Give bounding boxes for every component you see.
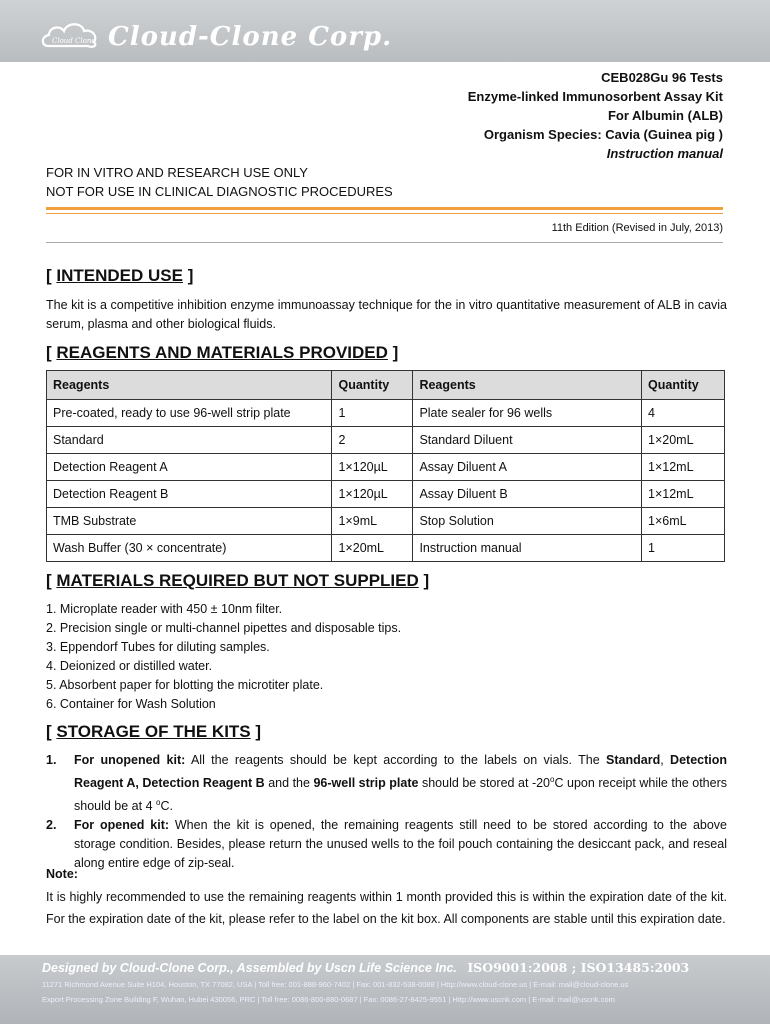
column-header: Reagents bbox=[47, 371, 332, 400]
table-cell: 1 bbox=[642, 535, 725, 562]
note-label: Note: bbox=[46, 867, 78, 881]
table-cell: 1×12mL bbox=[642, 454, 725, 481]
use-notice bbox=[46, 163, 393, 201]
table-row bbox=[47, 508, 725, 535]
footer-address-us: 11271 Richmond Avenue Suite H104, Houston, TX 77082, USA | Toll free: 001-888-960-7402 | Fax: 001-832-538-0088 | Http://www.cloud-clone.us | E-mail: mail@cloud-clone.us bbox=[42, 980, 629, 989]
materials-list bbox=[46, 600, 401, 714]
table-row bbox=[47, 535, 725, 562]
table-cell: Instruction manual bbox=[413, 535, 642, 562]
table-cell: 1×120µL bbox=[332, 481, 413, 508]
materials-heading: [ MATERIALS REQUIRED BUT NOT SUPPLIED ] bbox=[46, 571, 430, 590]
table-cell: 1 bbox=[332, 400, 413, 427]
kit-info bbox=[468, 68, 723, 163]
table-row bbox=[47, 427, 725, 454]
table-row bbox=[47, 481, 725, 508]
logo-small-text: Cloud Clone bbox=[52, 37, 96, 45]
list-item: 2. Precision single or multi-channel pipettes and disposable tips. bbox=[46, 621, 402, 635]
orange-divider-thin bbox=[46, 213, 723, 214]
kit-name: Enzyme-linked Immunosorbent Assay Kit bbox=[467, 89, 723, 104]
storage-heading: [ STORAGE OF THE KITS ] bbox=[46, 722, 262, 741]
table-cell: 1×6mL bbox=[642, 508, 725, 535]
list-item: 1. Microplate reader with 450 ± 10nm filter. bbox=[46, 602, 283, 616]
doc-type: Instruction manual bbox=[606, 146, 723, 161]
reagents-table bbox=[46, 370, 725, 562]
footer-address-cn: Export Processing Zone Building F, Wuhan, Hubei 430056, PRC | Toll free: 0086-800-880-0687 | Fax: 0086-27-8425-9551 | Http://www.uscnk.com | E-mail: mail@uscnk.com bbox=[42, 995, 615, 1004]
table-cell: Stop Solution bbox=[413, 508, 642, 535]
footer-main: Designed by Cloud-Clone Corp., Assembled by Uscn Life Science Inc. ISO9001:2008 ; ISO13485:2003 bbox=[42, 960, 690, 975]
divider bbox=[46, 242, 723, 243]
iso-certification: ISO9001:2008 ; ISO13485:2003 bbox=[467, 960, 690, 975]
header-band bbox=[0, 0, 770, 62]
table-cell: TMB Substrate bbox=[47, 508, 332, 535]
column-header: Reagents bbox=[413, 371, 642, 400]
cloud-logo-icon bbox=[40, 18, 102, 50]
list-item: 3. Eppendorf Tubes for diluting samples. bbox=[46, 640, 270, 654]
storage-list bbox=[46, 751, 727, 873]
list-item bbox=[46, 751, 727, 816]
note-text: It is highly recommended to use the remaining reagents within 1 month provided this is within the expiration date of the kit. For the expiration date of the kit, please refer to the label on the kit box. All components are stable until this expiration date. bbox=[46, 890, 727, 926]
reagents-heading: [ REAGENTS AND MATERIALS PROVIDED ] bbox=[46, 343, 399, 362]
table-cell: 4 bbox=[642, 400, 725, 427]
storage-opened-text: For opened kit: When the kit is opened, the remaining reagents still need to be stored according to the above storage condition. Besides, please return the unused wells to the foil pouch containing the desiccant pack, and reseal along entire edge of zip-seal. bbox=[74, 818, 728, 871]
table-cell: Wash Buffer (30 × concentrate) bbox=[47, 535, 332, 562]
list-item bbox=[46, 816, 727, 873]
table-cell: Standard bbox=[47, 427, 332, 454]
table-cell: 1×9mL bbox=[332, 508, 413, 535]
edition-text: 11th Edition (Revised in July, 2013) bbox=[551, 222, 723, 234]
table-cell: 2 bbox=[332, 427, 413, 454]
table-cell: 1×20mL bbox=[332, 535, 413, 562]
table-cell: Detection Reagent A bbox=[47, 454, 332, 481]
list-item: 5. Absorbent paper for blotting the microtiter plate. bbox=[46, 678, 324, 692]
intended-use-heading: [ INTENDED USE ] bbox=[46, 266, 194, 285]
list-item: 4. Deionized or distilled water. bbox=[46, 659, 213, 673]
column-header: Quantity bbox=[332, 371, 413, 400]
table-header-row bbox=[47, 371, 725, 400]
table-cell: Assay Diluent B bbox=[413, 481, 642, 508]
orange-divider bbox=[46, 207, 723, 210]
table-cell: Detection Reagent B bbox=[47, 481, 332, 508]
use-notice-line2: NOT FOR USE IN CLINICAL DIAGNOSTIC PROCEDURES bbox=[46, 184, 393, 199]
table-row bbox=[47, 400, 725, 427]
item-number: 2. bbox=[46, 818, 57, 833]
kit-target: For Albumin (ALB) bbox=[607, 108, 723, 123]
table-cell: 1×12mL bbox=[642, 481, 725, 508]
storage-unopened-text: For unopened kit: All the reagents should be kept according to the labels on vials. The Standard, Detection Reagent A, Detection Reagent B and the 96-well strip plate should be stored at -20$^o$C upon receipt while the others should be at 4 $^o$C. bbox=[74, 753, 727, 814]
table-cell: 1×20mL bbox=[642, 427, 725, 454]
table-row bbox=[47, 454, 725, 481]
company-logo-text: Cloud-Clone Corp. bbox=[108, 22, 393, 52]
list-item: 6. Container for Wash Solution bbox=[46, 697, 216, 711]
table-cell: Assay Diluent A bbox=[413, 454, 642, 481]
table-cell: Pre-coated, ready to use 96-well strip plate bbox=[47, 400, 332, 427]
use-notice-line1: FOR IN VITRO AND RESEARCH USE ONLY bbox=[46, 165, 308, 180]
table-cell: 1×120µL bbox=[332, 454, 413, 481]
table-cell: Standard Diluent bbox=[413, 427, 642, 454]
kit-code: CEB028Gu 96 Tests bbox=[601, 70, 723, 85]
intended-use-text: The kit is a competitive inhibition enzyme immunoassay technique for the in vitro quantitative measurement of ALB in cavia serum, plasma and other biological fluids. bbox=[46, 298, 727, 331]
item-number: 1. bbox=[46, 753, 57, 767]
column-header: Quantity bbox=[642, 371, 725, 400]
table-cell: Plate sealer for 96 wells bbox=[413, 400, 642, 427]
kit-species: Organism Species: Cavia (Guinea pig ) bbox=[483, 127, 723, 142]
